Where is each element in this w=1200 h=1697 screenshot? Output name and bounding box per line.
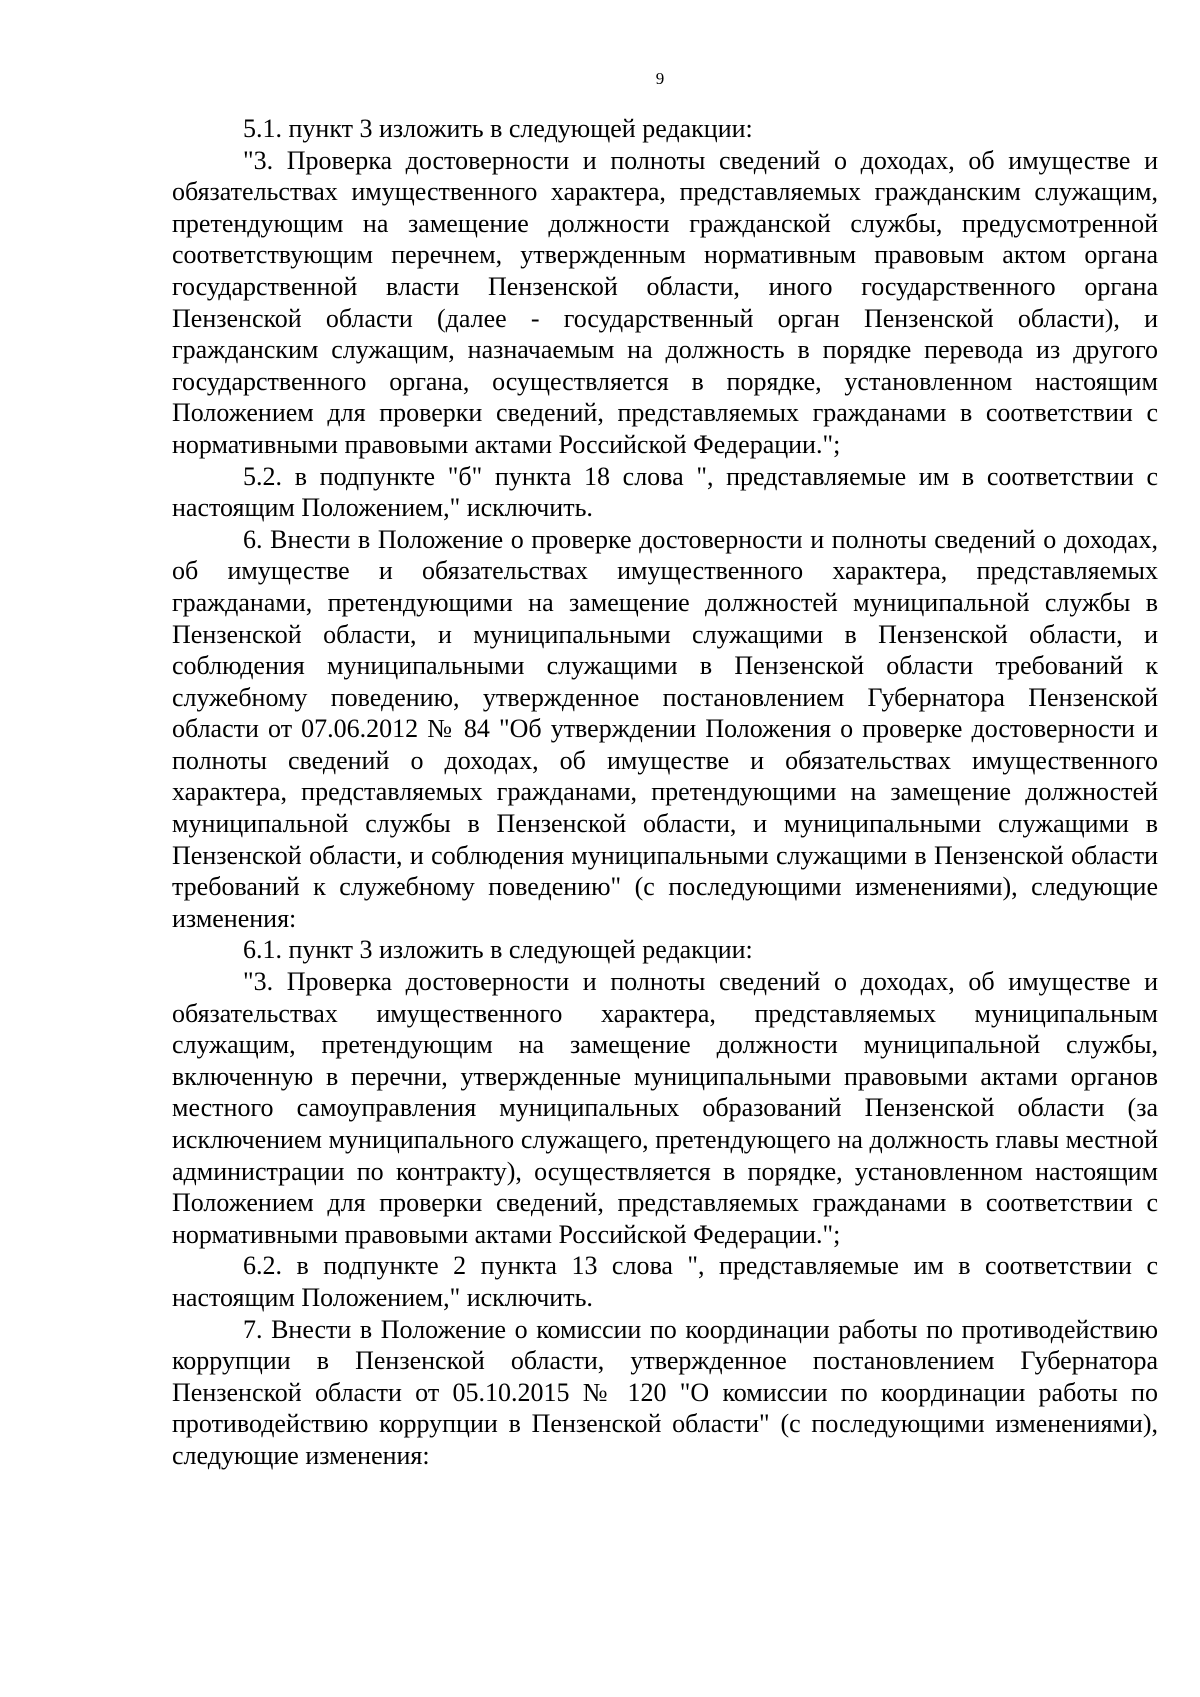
page-number: 9 — [655, 69, 665, 88]
paragraph-7: 7. Внести в Положение о комиссии по координации работы по противодействию коррупции в Пензенской области, утвержденное постановлением Губернатора Пензенской области от 05.10.2015 № 120 "О комиссии по координации работы по противодействию коррупции в Пензенской области" (с последующими изменениями), следующие изменения: — [172, 1314, 1158, 1470]
paragraph-5-1-text: "3. Проверка достоверности и полноты сведений о доходах, об имуществе и обязательствах имущественного характера, представляемых гражданским служащим, претендующим на замещение должности гражданской службы, предусмотренной соответствующим перечнем, утвержденным нормативным правовым актом органа государственной власти Пензенской области, иного государственного органа Пензенской области (далее - государственный орган Пензенской области), и гражданским служащим, назначаемым на должность в порядке перевода из другого государственного органа, осуществляется в порядке, установленном настоящим Положением для проверки сведений, представляемых гражданами в соответствии с нормативными правовыми актами Российской Федерации."; — [172, 145, 1158, 459]
paragraph-6-2: 6.2. в подпункте 2 пункта 13 слова ", представляемые им в соответствии с настоящим Положением," исключить. — [172, 1251, 1158, 1312]
paragraph-5-1: 5.1. пункт 3 изложить в следующей редакции: — [243, 114, 753, 143]
paragraph-5-2: 5.2. в подпункте "б" пункта 18 слова ", представляемые им в соответствии с настоящим Положением," исключить. — [172, 461, 1158, 523]
paragraph-6: 6. Внести в Положение о проверке достоверности и полноты сведений о доходах, об имуществе и обязательствах имущественного характера, представляемых гражданами, претендующими на замещение должностей муниципальной службы в Пензенской области, и муниципальными служащими в Пензенской области, и соблюдения муниципальными служащими в Пензенской области требований к служебному поведению, утвержденное постановлением Губернатора Пензенской области от 07.06.2012 № 84 "Об утверждении Положения о проверке достоверности и полноты сведений о доходах, об имуществе и обязательствах имущественного характера, представляемых гражданами, претендующими на замещение должностей муниципальной службы в Пензенской области, и муниципальными служащими в Пензенской области, и соблюдения муниципальными служащими в Пензенской области требований к служебному поведению" (с последующими изменениями), следующие изменения: — [172, 524, 1158, 933]
paragraph-6-1-text: "3. Проверка достоверности и полноты сведений о доходах, об имуществе и обязательствах имущественного характера, представляемых муниципальным служащим, претендующим на замещение должности муниципальной службы, включенную в перечни, утвержденные муниципальными правовыми актами органов местного самоуправления муниципальных образований Пензенской области (за исключением муниципального служащего, претендующего на должность главы местной администрации по контракту), осуществляется в порядке, установленном настоящим Положением для проверки сведений, представляемых гражданами в соответствии с нормативными правовыми актами Российской Федерации."; — [172, 967, 1158, 1249]
paragraph-6-1: 6.1. пункт 3 изложить в следующей редакции: — [243, 935, 753, 965]
document-body — [172, 113, 1158, 1472]
